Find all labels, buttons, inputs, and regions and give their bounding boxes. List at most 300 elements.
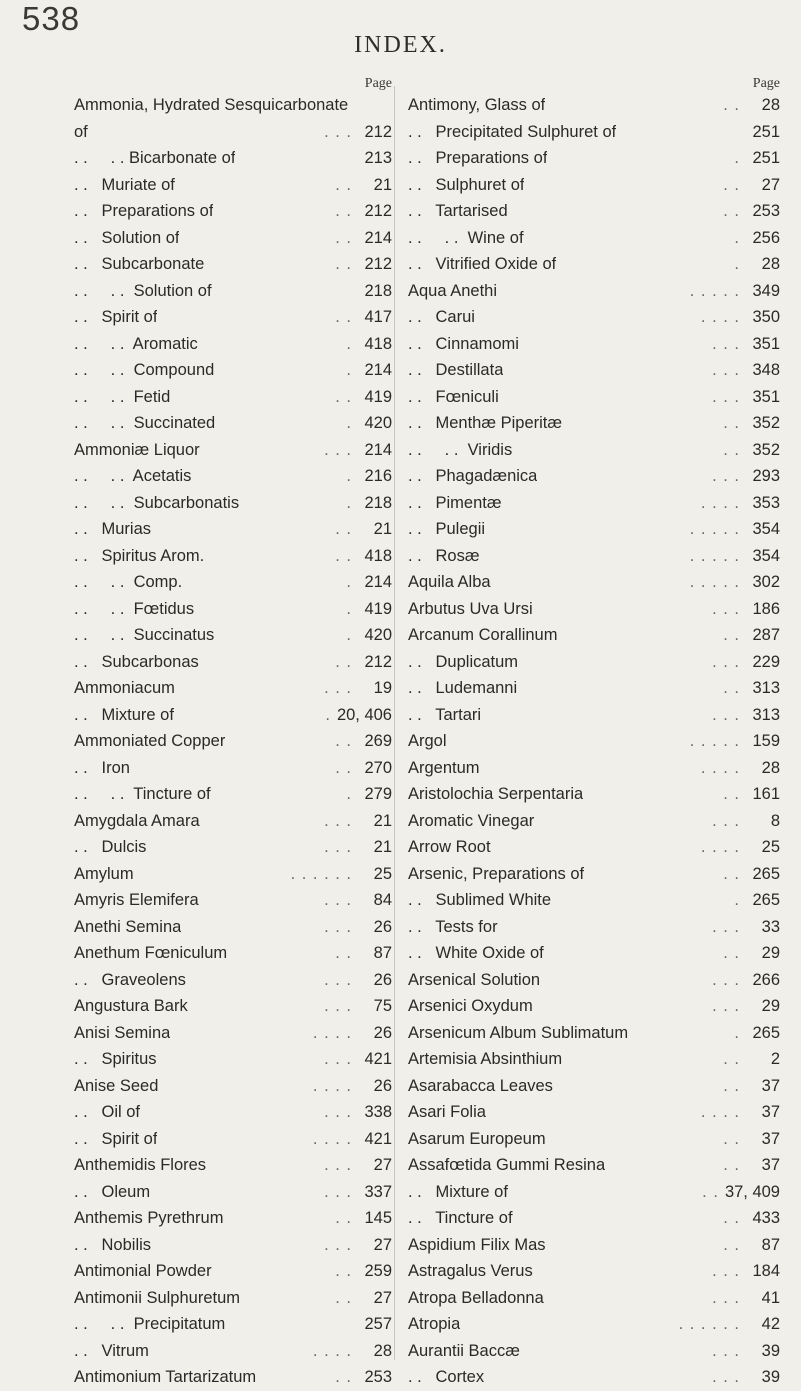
entry-text: . . . . Subcarbonatis	[74, 493, 240, 512]
entry-page-number: 39	[761, 1368, 780, 1386]
entry-text: . . Tartarised	[408, 202, 508, 220]
entry-page-number: 287	[752, 626, 780, 644]
entry-page-number: 338	[364, 1103, 392, 1121]
index-entry	[74, 861, 392, 888]
entry-page-number: 216	[364, 467, 392, 485]
index-entry	[74, 940, 392, 967]
dot-leader: .	[346, 334, 352, 353]
entry-text: . . Spirit of	[74, 1129, 158, 1148]
entry-page-number: 87	[761, 1235, 780, 1254]
dot-leader: . .	[335, 1288, 352, 1307]
index-entry	[408, 808, 780, 835]
entry-page-number: 353	[752, 493, 780, 512]
dot-leader: . .	[335, 387, 352, 406]
entry-text: . . Mixture of	[74, 705, 174, 724]
entry-text: . . . . Compound	[74, 361, 215, 379]
entry-page-number: 418	[364, 546, 392, 565]
dot-leader: . . . . .	[689, 573, 740, 591]
dot-leader: . .	[335, 944, 352, 962]
entry-page-number: 145	[364, 1209, 392, 1227]
dot-leader: . .	[335, 546, 352, 565]
index-entry	[74, 781, 392, 808]
index-entry	[408, 569, 780, 596]
dot-leader: . .	[723, 96, 740, 114]
index-entry	[408, 490, 780, 517]
entry-text: . . Muriate of	[74, 175, 175, 194]
entry-page-number: 419	[364, 599, 392, 618]
index-entry	[408, 1152, 780, 1179]
entry-text: . . . . Solution of	[74, 281, 212, 300]
dot-leader: . .	[702, 1182, 719, 1201]
dot-leader: . . .	[712, 705, 740, 724]
entry-page-number: 313	[752, 705, 780, 724]
index-entry	[408, 1046, 780, 1073]
dot-leader: . . .	[324, 1103, 352, 1121]
entry-text: . . Graveolens	[74, 970, 186, 989]
index-entry	[74, 569, 392, 596]
index-entry	[74, 914, 392, 941]
entry-text: . . Iron	[74, 758, 130, 777]
index-entry	[74, 225, 392, 252]
index-entry	[74, 198, 392, 225]
entry-page-number: 279	[364, 785, 392, 803]
entry-text: Aurantii Baccæ	[408, 1341, 520, 1360]
entry-page-number: 253	[364, 1368, 392, 1386]
dot-leader: . .	[335, 1209, 352, 1227]
dot-leader: . .	[335, 308, 352, 326]
index-entry	[408, 463, 780, 490]
dot-leader: . . . . .	[689, 281, 740, 300]
entry-text: Arbutus Uva Ursi	[408, 599, 533, 618]
entry-text: . . Spiritus	[74, 1050, 157, 1068]
entry-text: of	[74, 122, 88, 141]
dot-leader: .	[734, 255, 740, 273]
dot-leader: .	[734, 228, 740, 247]
entry-text: . . Spiritus Arom.	[74, 546, 205, 565]
column-divider	[394, 86, 395, 1360]
index-entry	[408, 1020, 780, 1047]
entry-page-number: 349	[752, 281, 780, 300]
entry-page-number: 159	[752, 732, 780, 750]
entry-page-number: 433	[752, 1209, 780, 1227]
dot-leader: . . .	[712, 1262, 740, 1280]
dot-leader: . .	[335, 652, 352, 671]
entry-page-number: 265	[752, 891, 780, 909]
index-entry	[74, 1126, 392, 1153]
entry-page-number: 420	[364, 414, 392, 432]
entry-text: . . . . Tincture of	[74, 785, 211, 803]
dot-leader: . .	[723, 1129, 740, 1148]
dot-leader: . . .	[712, 1368, 740, 1386]
dot-leader: . .	[723, 440, 740, 459]
dot-leader: . . .	[324, 1050, 352, 1068]
index-entry	[74, 543, 392, 570]
entry-text: . . . . Wine of	[408, 228, 524, 247]
entry-text: Antimonial Powder	[74, 1262, 212, 1280]
entry-text: . . Pulegii	[408, 520, 486, 538]
index-entry	[408, 543, 780, 570]
entry-page-number: 37	[761, 1129, 780, 1148]
dot-leader: .	[346, 599, 352, 618]
index-entry	[408, 728, 780, 755]
entry-page-number: 21	[373, 811, 392, 830]
dot-leader: . . .	[324, 1156, 352, 1174]
dot-leader: . .	[723, 679, 740, 697]
index-entry	[74, 516, 392, 543]
entry-page-number: 212	[364, 255, 392, 273]
dot-leader: . . .	[324, 997, 352, 1015]
index-entry	[408, 1311, 780, 1338]
entry-page-number: 351	[752, 387, 780, 406]
entry-text: Amyris Elemifera	[74, 891, 199, 909]
entry-text: Antimonii Sulphuretum	[74, 1288, 240, 1307]
index-entry	[408, 1364, 780, 1391]
entry-page-number: 28	[761, 758, 780, 777]
dot-leader: . .	[723, 202, 740, 220]
entry-page-number: 253	[752, 202, 780, 220]
entry-page-number: 419	[364, 387, 392, 406]
dot-leader: . . .	[324, 917, 352, 936]
entry-text: Argol	[408, 732, 447, 750]
dot-leader: . .	[723, 1050, 740, 1068]
index-entry	[408, 596, 780, 623]
entry-text: Anise Seed	[74, 1076, 159, 1095]
entry-page-number: 19	[373, 679, 392, 697]
dot-leader: . . .	[324, 679, 352, 697]
entry-text: . . Cortex	[408, 1368, 485, 1386]
entry-page-number: 354	[752, 520, 780, 538]
index-entry	[408, 119, 780, 146]
entry-text: Ammonia, Hydrated Sesquicarbonate	[74, 96, 349, 114]
dot-leader: . . .	[324, 838, 352, 856]
index-entry	[74, 1232, 392, 1259]
index-entry	[408, 622, 780, 649]
index-entry	[408, 834, 780, 861]
index-entry	[74, 808, 392, 835]
dot-leader: .	[346, 626, 352, 644]
dot-leader: . . .	[324, 891, 352, 909]
index-entry	[408, 198, 780, 225]
entry-page-number: 212	[364, 122, 392, 141]
entry-page-number: 33	[761, 917, 780, 936]
dot-leader: . . . .	[700, 308, 740, 326]
entry-text: Artemisia Absinthium	[408, 1050, 563, 1068]
index-entry	[408, 251, 780, 278]
entry-page-number: 214	[364, 440, 392, 459]
dot-leader: . . . . .	[689, 732, 740, 750]
dot-leader: . . . .	[312, 1129, 352, 1148]
index-entry	[408, 967, 780, 994]
index-entry	[74, 1338, 392, 1365]
dot-leader: . .	[723, 1076, 740, 1095]
dot-leader: . .	[723, 864, 740, 883]
entry-text: . . Sublimed White	[408, 891, 552, 909]
entry-page-number: 27	[761, 175, 780, 194]
entry-text: . . . . Precipitatum	[74, 1315, 226, 1333]
index-entry	[74, 834, 392, 861]
index-entry	[74, 649, 392, 676]
entry-text: Aristolochia Serpentaria	[408, 785, 584, 803]
dot-leader: . .	[335, 1262, 352, 1280]
entry-text: . . Sulphuret of	[408, 175, 525, 194]
entry-text: Arsenicum Album Sublimatum	[408, 1023, 629, 1042]
index-entry	[74, 437, 392, 464]
entry-page-number: 266	[752, 970, 780, 989]
entry-text: Anethum Fœniculum	[74, 944, 228, 962]
entry-page-number: 270	[364, 758, 392, 777]
dot-leader: . . .	[324, 811, 352, 830]
entry-text: Asari Folia	[408, 1103, 486, 1121]
entry-text: Anethi Semina	[74, 917, 182, 936]
entry-page-number: 256	[752, 228, 780, 247]
dot-leader: . .	[723, 944, 740, 962]
entry-page-number: 420	[364, 626, 392, 644]
index-entry	[74, 1046, 392, 1073]
dot-leader: . .	[723, 175, 740, 194]
dot-leader: . .	[335, 758, 352, 777]
dot-leader: . . .	[712, 652, 740, 671]
entry-page-number: 37	[761, 1076, 780, 1095]
dot-leader: . .	[335, 732, 352, 750]
entry-page-number: 25	[761, 838, 780, 856]
dot-leader: .	[346, 467, 352, 485]
entry-text: Atropia	[408, 1315, 461, 1333]
dot-leader: . . .	[712, 811, 740, 830]
entry-page-number: 417	[364, 308, 392, 326]
index-entry	[74, 728, 392, 755]
index-entry	[408, 92, 780, 119]
dot-leader: . .	[723, 1235, 740, 1254]
dot-leader: . . .	[712, 599, 740, 618]
entry-page-number: 218	[364, 281, 392, 300]
dot-leader: . . . .	[700, 838, 740, 856]
entry-text: Atropa Belladonna	[408, 1288, 544, 1307]
entry-text: Angustura Bark	[74, 997, 188, 1015]
dot-leader: . .	[723, 414, 740, 432]
entry-page-number: 351	[752, 334, 780, 353]
entry-text: Anisi Semina	[74, 1023, 171, 1042]
entry-page-number: 269	[364, 732, 392, 750]
entry-text: . . . . Bicarbonate of	[74, 149, 236, 167]
index-entry	[74, 1311, 392, 1338]
entry-page-number: 28	[761, 255, 780, 273]
entry-text: Aromatic Vinegar	[408, 811, 535, 830]
entry-text: . . Menthæ Piperitæ	[408, 414, 563, 432]
dot-leader: . .	[335, 175, 352, 194]
entry-page-number: 41	[761, 1288, 780, 1307]
entry-page-number: 27	[373, 1235, 392, 1254]
entry-text: Asarum Europeum	[408, 1129, 546, 1148]
index-entry	[408, 1338, 780, 1365]
entry-page-number: 421	[364, 1050, 392, 1068]
index-entry	[74, 887, 392, 914]
index-entry	[74, 357, 392, 384]
dot-leader: . .	[723, 1209, 740, 1227]
entry-text: . . Subcarbonate	[74, 255, 205, 273]
index-entry	[74, 675, 392, 702]
entry-text: . . . . Succinatus	[74, 626, 215, 644]
index-entry	[408, 331, 780, 358]
entry-page-number: 229	[752, 652, 780, 671]
entry-text: . . . . Viridis	[408, 440, 513, 459]
entry-page-number: 26	[373, 1023, 392, 1042]
entry-page-number: 352	[752, 440, 780, 459]
dot-leader: . . .	[712, 1288, 740, 1307]
entry-text: . . White Oxide of	[408, 944, 544, 962]
dot-leader: . .	[335, 255, 352, 273]
entry-page-number: 26	[373, 917, 392, 936]
entry-text: . . Tincture of	[408, 1209, 513, 1227]
index-entry	[74, 967, 392, 994]
entry-text: . . Solution of	[74, 228, 180, 247]
dot-leader: . . .	[712, 387, 740, 406]
entry-page-number: 75	[373, 997, 392, 1015]
dot-leader: . . .	[712, 334, 740, 353]
index-entry	[74, 490, 392, 517]
index-entry	[408, 410, 780, 437]
index-entry	[408, 437, 780, 464]
entry-text: Antimony, Glass of	[408, 96, 546, 114]
entry-text: . . Preparations of	[74, 202, 214, 220]
entry-page-number: 265	[752, 1023, 780, 1042]
entry-page-number: 29	[761, 997, 780, 1015]
entry-text: Arsenical Solution	[408, 970, 541, 989]
entry-page-number: 184	[752, 1262, 780, 1280]
entry-page-number: 27	[373, 1288, 392, 1307]
entry-page-number: 26	[373, 1076, 392, 1095]
entry-page-number: 29	[761, 944, 780, 962]
entry-page-number: 28	[761, 96, 780, 114]
entry-text: Assafœtida Gummi Resina	[408, 1156, 606, 1174]
entry-page-number: 354	[752, 546, 780, 565]
entry-text: . . Rosæ	[408, 546, 480, 565]
index-entry	[408, 887, 780, 914]
index-entry	[408, 1073, 780, 1100]
entry-text: Anthemidis Flores	[74, 1156, 207, 1174]
entry-page-number: 2	[770, 1050, 780, 1068]
entry-text: . . Dulcis	[74, 838, 147, 856]
entry-text: Anthemis Pyrethrum	[74, 1209, 224, 1227]
dot-leader: . . .	[324, 1235, 352, 1254]
entry-text: Aspidium Filix Mas	[408, 1235, 546, 1254]
index-column-right	[408, 76, 780, 1391]
index-entry	[408, 914, 780, 941]
entry-text: . . Vitrum	[74, 1341, 149, 1360]
entry-text: . . Tests for	[408, 917, 498, 936]
entry-page-number: 212	[364, 202, 392, 220]
entry-page-number: 257	[364, 1315, 392, 1333]
dot-leader: . . . .	[700, 493, 740, 512]
dot-leader: . .	[335, 1368, 352, 1386]
index-entry	[74, 1020, 392, 1047]
entry-text: . . Pimentæ	[408, 493, 502, 512]
entry-text: . . Carui	[408, 308, 475, 326]
index-entry	[408, 649, 780, 676]
dot-leader: .	[346, 414, 352, 432]
entry-text: Amygdala Amara	[74, 811, 200, 830]
dot-leader: . .	[335, 202, 352, 220]
page-column-label: Page	[364, 76, 392, 91]
entry-page-number: 84	[373, 891, 392, 909]
index-entry	[408, 357, 780, 384]
dot-leader: . . .	[324, 1182, 352, 1201]
dot-leader: . . . .	[700, 1103, 740, 1121]
dot-leader: . .	[335, 520, 352, 538]
index-entry	[408, 172, 780, 199]
dot-leader: .	[325, 705, 331, 724]
index-entry	[74, 1179, 392, 1206]
dot-leader: . . .	[712, 970, 740, 989]
index-entry	[74, 119, 392, 146]
index-entry	[74, 596, 392, 623]
entry-text: . . . . Succinated	[74, 414, 216, 432]
dot-leader: . . .	[712, 1341, 740, 1360]
index-entries-right	[408, 92, 780, 1391]
dot-leader: .	[346, 493, 352, 512]
index-entries-left	[74, 92, 392, 1391]
entry-text: . . Tartari	[408, 705, 482, 724]
entry-page-number: 421	[364, 1129, 392, 1148]
entry-page-number: 8	[770, 811, 780, 830]
entry-text: . . Destillata	[408, 361, 504, 379]
entry-text: Asarabacca Leaves	[408, 1076, 553, 1095]
entry-page-number: 214	[364, 573, 392, 591]
index-entry	[74, 463, 392, 490]
index-entry	[74, 1073, 392, 1100]
index-entry	[74, 145, 392, 172]
entry-page-number: 350	[752, 308, 780, 326]
page-number: 538	[22, 0, 81, 37]
index-entry	[408, 225, 780, 252]
index-entry	[408, 278, 780, 305]
index-entry	[408, 516, 780, 543]
entry-text: Ammoniacum	[74, 679, 175, 697]
dot-leader: . .	[723, 626, 740, 644]
entry-page-number: 26	[373, 970, 392, 989]
entry-page-number: 214	[364, 228, 392, 247]
page-column-label: Page	[752, 76, 780, 91]
entry-text: Antimonium Tartarizatum	[74, 1368, 257, 1386]
index-entry	[74, 251, 392, 278]
index-entry	[408, 940, 780, 967]
index-entry	[408, 702, 780, 729]
entry-text: . . Mixture of	[408, 1182, 508, 1201]
index-entry	[408, 1179, 780, 1206]
entry-page-number: 87	[373, 944, 392, 962]
index-entry	[74, 331, 392, 358]
dot-leader: . . . .	[700, 758, 740, 777]
index-entry	[408, 1232, 780, 1259]
index-entry	[74, 993, 392, 1020]
entry-text: Arcanum Corallinum	[408, 626, 558, 644]
dot-leader: . . . .	[312, 1023, 352, 1042]
index-entry	[408, 145, 780, 172]
dot-leader: .	[734, 149, 740, 167]
entry-page-number: 313	[752, 679, 780, 697]
entry-page-number: 20, 406	[336, 705, 392, 724]
entry-text: . . Vitrified Oxide of	[408, 255, 557, 273]
entry-text: . . Ludemanni	[408, 679, 518, 697]
entry-text: . . . . Aromatic	[74, 334, 198, 353]
entry-page-number: 25	[373, 864, 392, 883]
index-entry	[74, 304, 392, 331]
index-entry	[74, 410, 392, 437]
entry-text: . . . . Fetid	[74, 387, 171, 406]
index-entry	[74, 1205, 392, 1232]
entry-page-number: 251	[752, 122, 780, 141]
entry-page-number: 251	[752, 149, 780, 167]
dot-leader: . . .	[712, 997, 740, 1015]
